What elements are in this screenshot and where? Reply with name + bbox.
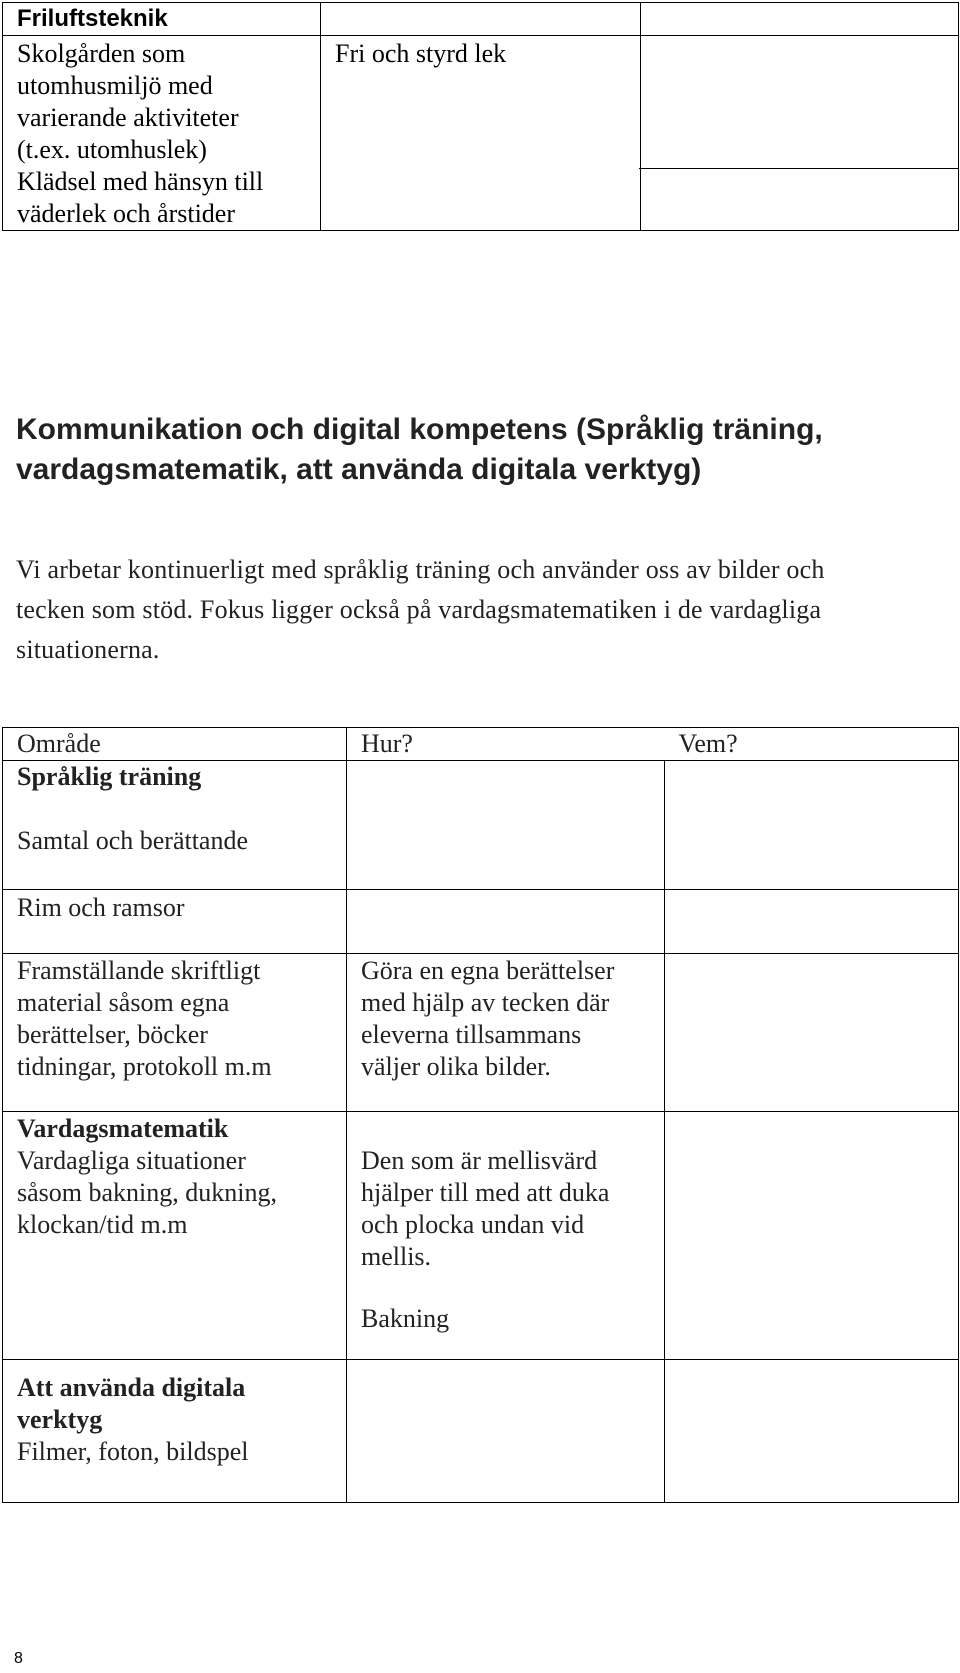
intro-paragraph	[16, 550, 941, 670]
text-line: Skolgården som	[17, 39, 186, 68]
area-text-line: såsom bakning, dukning,	[17, 1177, 277, 1207]
who-cell	[665, 953, 959, 1111]
how-cell	[347, 761, 665, 794]
area-cell-conversation	[3, 793, 347, 889]
outdoor-skills-table	[2, 2, 959, 231]
intro-line: situationerna.	[16, 635, 160, 664]
area-cell-digital-tools	[3, 1359, 347, 1502]
how-text-line: eleverna tillsammans	[361, 1019, 582, 1049]
text-line: utomhusmiljö med	[17, 71, 213, 100]
area-text: Rim och ramsor	[17, 892, 185, 922]
area-text-line: Vardagliga situationer	[17, 1145, 246, 1175]
how-text-line: Den som är mellisvärd	[361, 1145, 598, 1175]
who-cell	[665, 1111, 959, 1359]
outdoor-skills-title: Friluftsteknik	[17, 5, 168, 32]
area-cell-language-training	[3, 761, 347, 794]
text-line: varierande aktiviteter	[17, 103, 239, 132]
area-cell-rhymes	[3, 889, 347, 953]
section-heading-line: vardagsmatematik, att använda digitala verktyg)	[16, 453, 702, 486]
text-line: Klädsel med hänsyn till	[17, 167, 264, 196]
free-and-guided-play-text: Fri och styrd lek	[335, 39, 507, 68]
area-text-line: klockan/tid m.m	[17, 1209, 188, 1239]
text-line: väderlek och årstider	[17, 199, 236, 228]
how-cell	[347, 793, 665, 889]
area-title: Vardagsmatematik	[17, 1113, 229, 1143]
section-heading	[16, 410, 946, 490]
header-who-cell	[665, 728, 959, 761]
text-line: (t.ex. utomhuslek)	[17, 135, 207, 164]
section-heading-line: Kommunikation och digital kompetens (Språklig träning,	[16, 413, 823, 446]
area-text-line: Filmer, foton, bildspel	[17, 1436, 249, 1466]
outdoor-skills-title-cell	[3, 3, 321, 36]
area-cell-written-material	[3, 953, 347, 1111]
page-number: 8	[14, 1650, 23, 1667]
how-cell-everyday-math	[347, 1111, 665, 1359]
header-how: Hur?	[361, 729, 413, 758]
how-text-line: väljer olika bilder.	[361, 1051, 551, 1081]
how-text-line: mellis.	[361, 1241, 432, 1271]
how-cell	[347, 889, 665, 953]
area-text: Samtal och berättande	[17, 826, 249, 855]
header-who: Vem?	[678, 729, 738, 758]
intro-line: tecken som stöd. Fokus ligger också på vardagsmatematiken i de vardagliga	[16, 595, 822, 624]
how-text-line: Göra en egna berättelser	[361, 955, 615, 985]
area-text-line: Framställande skriftligt	[17, 955, 261, 985]
area-title: Språklig träning	[17, 762, 202, 791]
how-cell-written-material	[347, 953, 665, 1111]
how-text-line: hjälper till med att duka	[361, 1177, 610, 1207]
header-area-cell	[3, 728, 347, 761]
intro-line: Vi arbetar kontinuerligt med språklig träning och använder oss av bilder och	[16, 555, 825, 584]
how-text-line: och plocka undan vid	[361, 1209, 585, 1239]
communication-table	[2, 727, 959, 1503]
area-text-line: berättelser, böcker	[17, 1019, 208, 1049]
how-cell	[347, 1359, 665, 1502]
top-table-empty-cell	[641, 3, 959, 36]
who-cell	[665, 1359, 959, 1502]
outdoor-skills-description-cell	[3, 36, 321, 231]
area-cell-everyday-math	[3, 1111, 347, 1359]
header-area: Område	[17, 729, 101, 758]
how-text-line: med hjälp av tecken där	[361, 987, 610, 1017]
header-how-cell	[347, 728, 665, 761]
area-text-line: material såsom egna	[17, 987, 230, 1017]
area-text-line: tidningar, protokoll m.m	[17, 1051, 272, 1081]
outdoor-skills-how-cell	[321, 36, 641, 231]
how-text-line	[361, 1273, 648, 1303]
top-table-empty-cell	[321, 3, 641, 36]
area-title-line: Att använda digitala	[17, 1372, 246, 1402]
how-text-baking: Bakning	[361, 1303, 450, 1333]
who-cell	[665, 889, 959, 953]
who-cell	[665, 761, 959, 794]
outdoor-skills-who-cell	[641, 36, 959, 231]
area-title-line: verktyg	[17, 1404, 103, 1434]
who-cell	[665, 793, 959, 889]
